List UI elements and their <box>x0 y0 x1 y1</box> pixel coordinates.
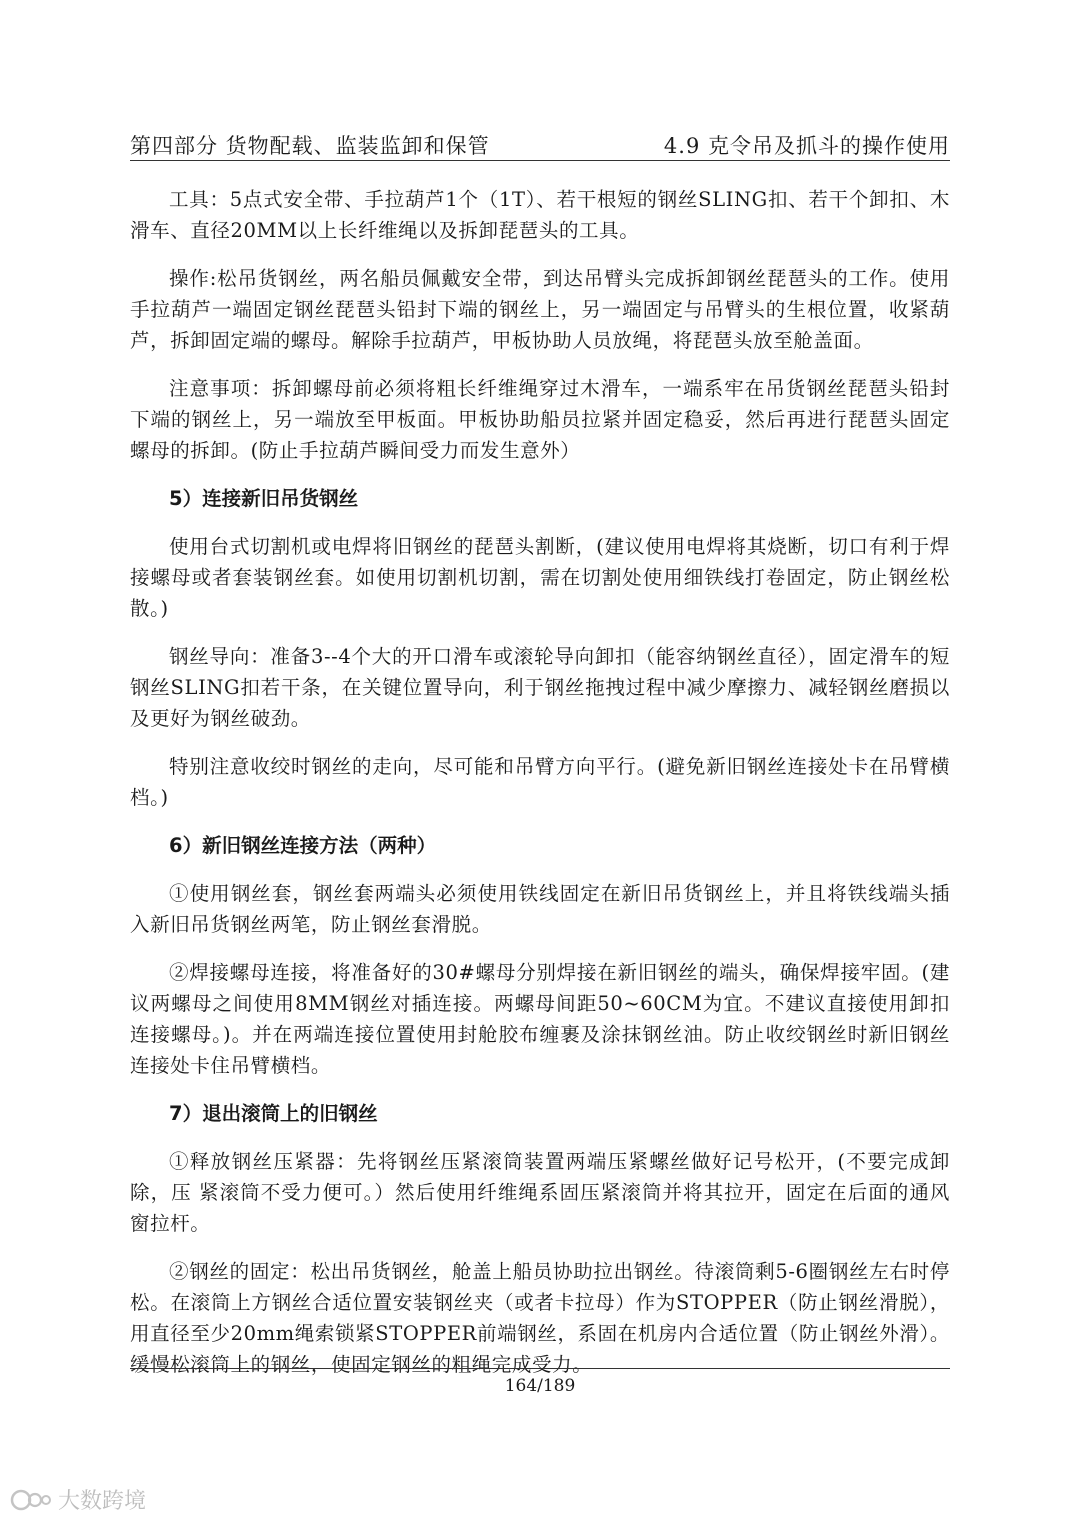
paragraph-special-note: 特别注意收绞时钢丝的走向，尽可能和吊臂方向平行。(避免新旧钢丝连接处卡在吊臂横档。) <box>130 755 950 809</box>
page-number: 164/189 <box>504 1376 576 1396</box>
header-chapter-title: 4.9 克令吊及抓斗的操作使用 <box>663 134 950 158</box>
watermark-logo-icon <box>10 1487 52 1513</box>
paragraph-tools: 工具：5点式安全带、手拉葫芦1个（1T）、若干根短的钢丝SLING扣、若干个卸扣、木滑车、直径20MM以上长纤维绳以及拆卸琵琶头的工具。 <box>130 188 950 242</box>
paragraph-release-compressor: ①释放钢丝压紧器：先将钢丝压紧滚筒装置两端压紧螺丝做好记号松开，(不要完成卸除，压 紧滚筒不受力便可。）然后使用纤维绳系固压紧滚筒并将其拉开，固定在后面的通风窗拉杆。 <box>130 1150 950 1235</box>
paragraph-method-2: ②焊接螺母连接，将准备好的30#螺母分别焊接在新旧钢丝的端头，确保焊接牢固。(建议两螺母之间使用8MM钢丝对插连接。两螺母间距50~60CM为宜。不建议直接使用卸扣连接螺母。)。并在两端连接位置使用封舱胶布缠裹及涂抹钢丝油。防止收绞钢丝时新旧钢丝连接处卡住吊臂横档。 <box>130 961 950 1077</box>
header-section-title: 第四部分 货物配载、监装监卸和保管 <box>130 134 490 158</box>
paragraph-wire-fixing: ②钢丝的固定：松出吊货钢丝，舱盖上船员协助拉出钢丝。待滚筒剩5-6圈钢丝左右时停松。在滚筒上方钢丝合适位置安装钢丝夹（或者卡拉母）作为STOPPER（防止钢丝滑脱），用直径至少20mm绳索锁紧STOPPER前端钢丝，系固在机房内合适位置（防止钢丝外滑）。缓慢松滚筒上的钢丝，使固定钢丝的粗绳完成受力。 <box>130 1260 950 1376</box>
footer-divider <box>130 1368 950 1369</box>
paragraph-cutting: 使用台式切割机或电焊将旧钢丝的琵琶头割断，(建议使用电焊将其烧断，切口有利于焊接螺母或者套装钢丝套。如使用切割机切割，需在切割处使用细铁线打卷固定，防止钢丝松散。) <box>130 535 950 620</box>
section-heading-5: 5）连接新旧吊货钢丝 <box>169 487 359 510</box>
section-heading-6: 6）新旧钢丝连接方法（两种） <box>169 834 437 857</box>
paragraph-operation: 操作:松吊货钢丝，两名船员佩戴安全带，到达吊臂头完成拆卸钢丝琵琶头的工作。使用手拉葫芦一端固定钢丝琵琶头铅封下端的钢丝上，另一端固定与吊臂头的生根位置，收紧葫芦，拆卸固定端的螺母。解除手拉葫芦，甲板协助人员放绳，将琵琶头放至舱盖面。 <box>130 267 950 352</box>
section-heading-7: 7）退出滚筒上的旧钢丝 <box>169 1102 378 1125</box>
watermark <box>10 1484 146 1515</box>
watermark-text: 大数跨境 <box>58 1489 147 1514</box>
paragraph-wire-guide: 钢丝导向：准备3--4个大的开口滑车或滚轮导向卸扣（能容纳钢丝直径），固定滑车的短钢丝SLING扣若干条，在关键位置导向，利于钢丝拖拽过程中减少摩擦力、减轻钢丝磨损以及更好为钢丝破劲。 <box>130 645 950 730</box>
paragraph-method-1: ①使用钢丝套，钢丝套两端头必须使用铁线固定在新旧吊货钢丝上，并且将铁线端头插入新旧吊货钢丝两笔，防止钢丝套滑脱。 <box>130 882 950 936</box>
page-header <box>130 126 950 161</box>
page-body <box>130 184 950 1397</box>
paragraph-precautions: 注意事项：拆卸螺母前必须将粗长纤维绳穿过木滑车，一端系牢在吊货钢丝琵琶头铅封下端的钢丝上，另一端放至甲板面。甲板协助船员拉紧并固定稳妥，然后再进行琵琶头固定螺母的拆卸。(防止手拉葫芦瞬间受力而发生意外） <box>130 377 950 462</box>
